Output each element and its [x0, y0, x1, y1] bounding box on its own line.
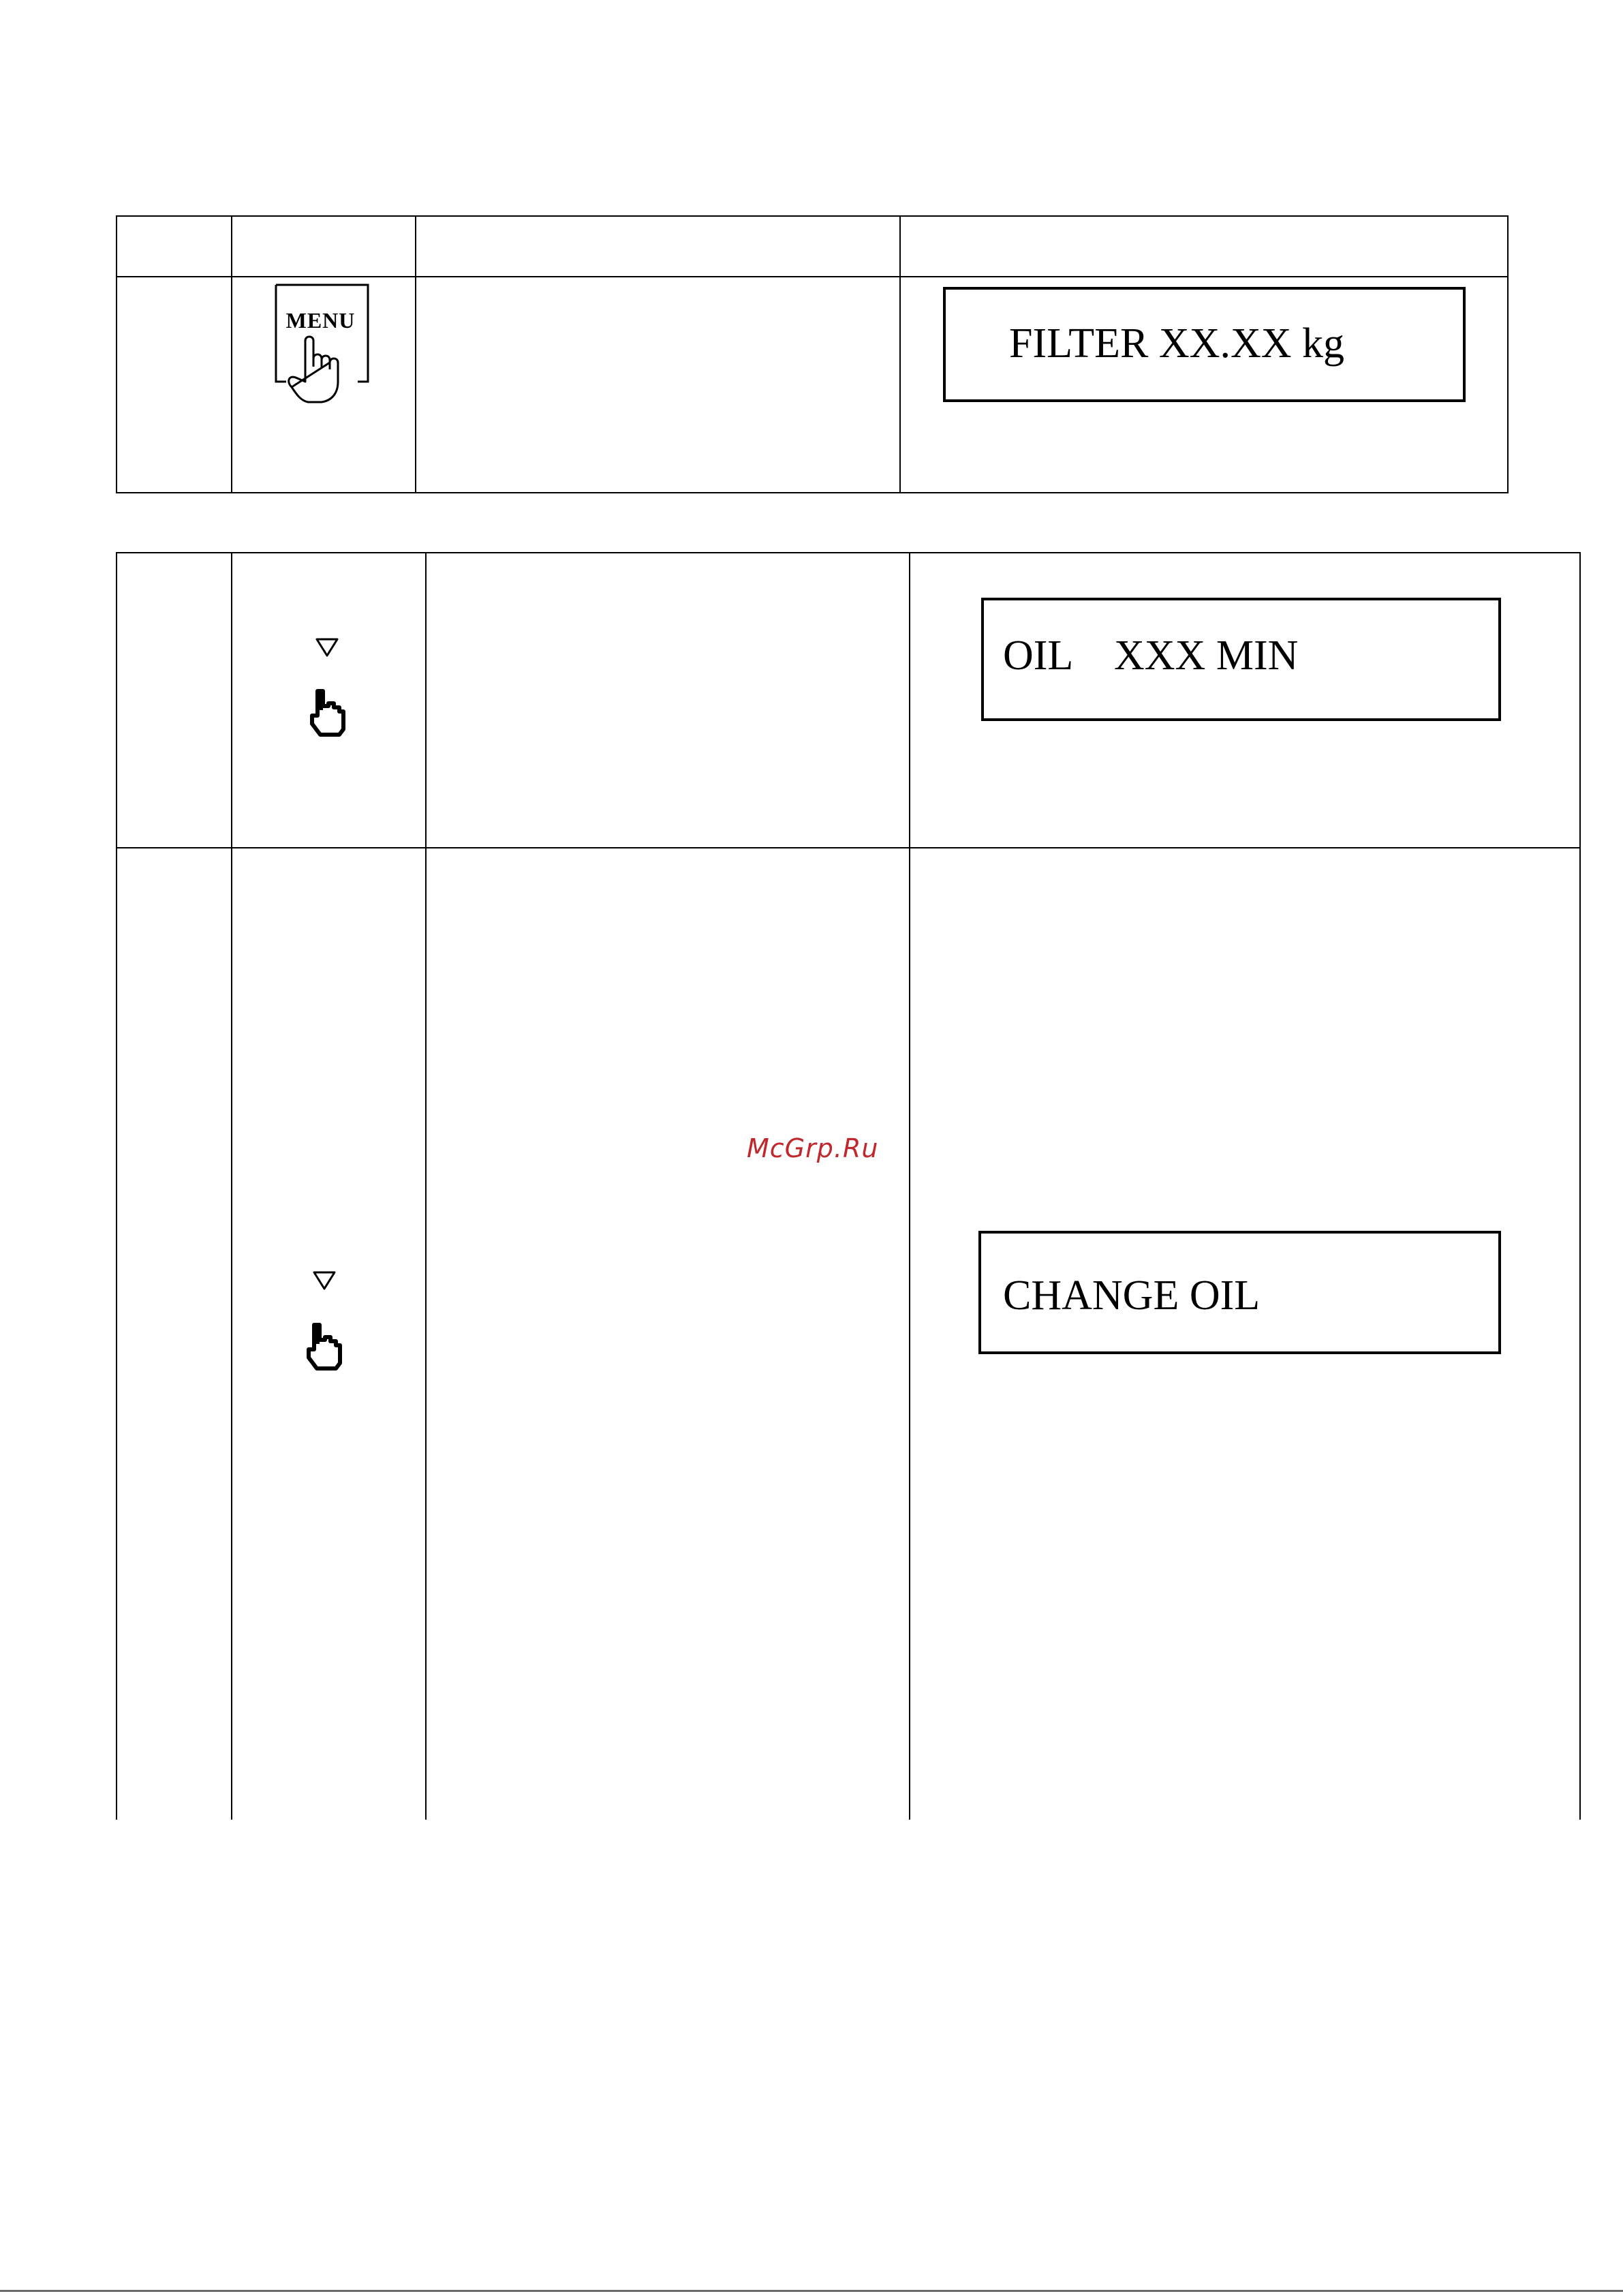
table-border: [899, 215, 901, 493]
table-border: [116, 492, 1509, 493]
table-border: [231, 552, 232, 1820]
menu-key-icon: [266, 279, 375, 409]
table-border: [116, 847, 1581, 848]
down-triangle-icon: [312, 1270, 337, 1291]
down-triangle-icon: [315, 637, 339, 658]
table-border: [1507, 215, 1509, 493]
table-border: [116, 552, 1581, 553]
page-bottom-rule: [0, 2290, 1623, 2292]
table-border: [415, 215, 416, 493]
table-border: [116, 276, 1509, 277]
lcd-display-text: FILTER XX.XX kg: [1009, 320, 1345, 367]
lcd-display-oil-time: [981, 598, 1501, 721]
menu-key-label: MENU: [285, 308, 356, 333]
pointing-hand-icon: [305, 687, 349, 739]
lcd-display-text: CHANGE OIL: [1003, 1272, 1261, 1319]
lcd-display-change-oil: [978, 1231, 1501, 1354]
table-border: [909, 552, 910, 1820]
table-border: [425, 552, 427, 1820]
table-border: [116, 552, 117, 1820]
lcd-display-text: OIL XXX MIN: [1003, 632, 1299, 679]
watermark: McGrp.Ru: [747, 1133, 879, 1163]
table-border: [116, 215, 117, 493]
lcd-display-filter: [943, 287, 1466, 402]
table-border: [1579, 552, 1581, 1820]
pointing-hand-icon: [302, 1321, 345, 1373]
table-border: [116, 215, 1509, 217]
table-border: [231, 215, 232, 493]
